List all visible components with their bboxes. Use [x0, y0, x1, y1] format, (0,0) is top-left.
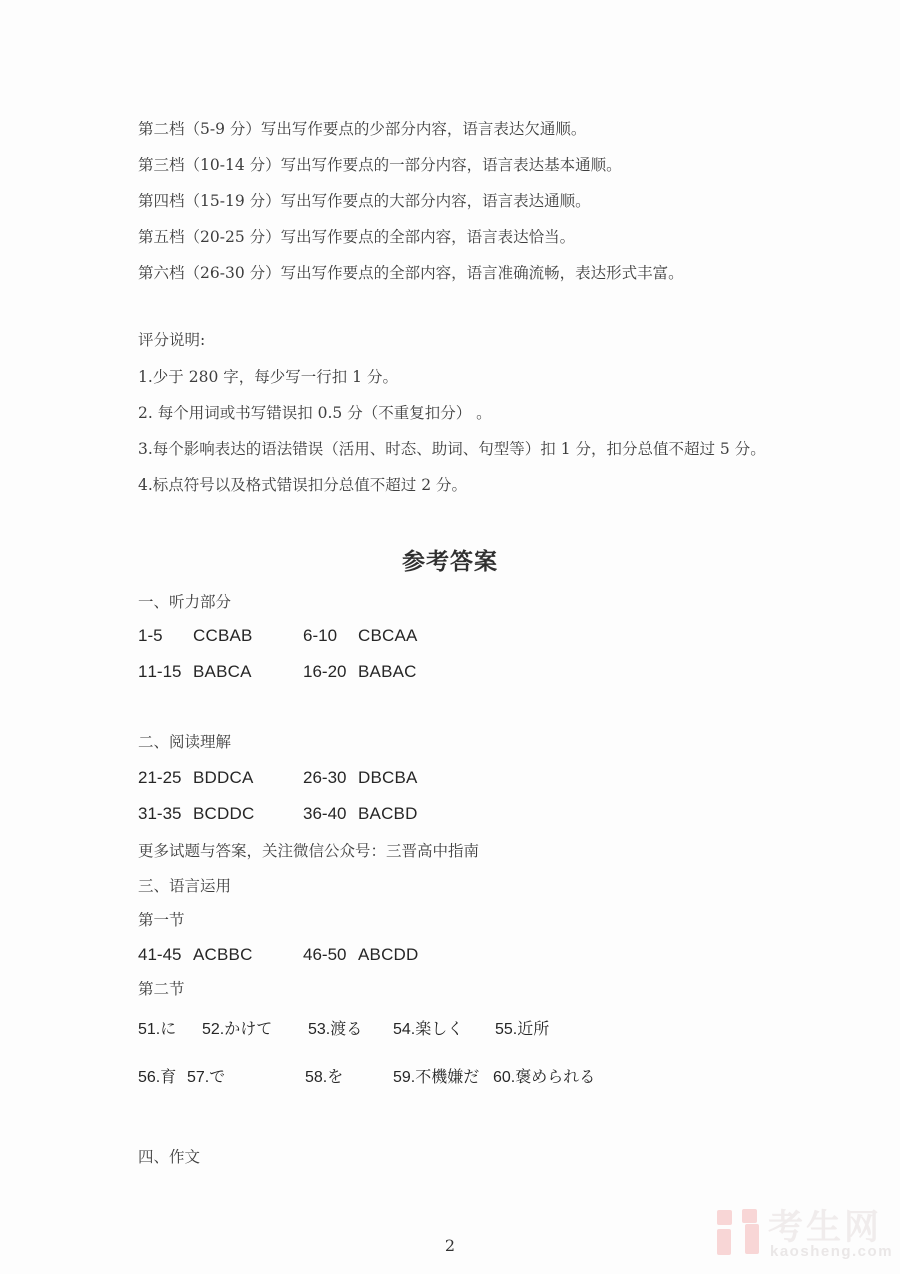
section2-heading: 第二节: [138, 980, 185, 998]
answers: CCBAB: [193, 626, 253, 645]
grading-band-4: 第四档（15-19 分）写出写作要点的大部分内容，语言表达通顺。: [138, 192, 591, 210]
fill-in-answer: 51.に: [138, 1021, 177, 1038]
fill-in-answer: 55.近所: [495, 1021, 550, 1038]
answers: BDDCA: [193, 768, 254, 787]
fill-in-answer: 53.渡る: [308, 1021, 363, 1038]
answers: BABCA: [193, 662, 252, 681]
watermark-site-name: 考生网: [768, 1208, 883, 1247]
fill-in-answer: 58.を: [305, 1069, 344, 1086]
reading-answer-row: [138, 768, 418, 788]
question-range: 36-40: [303, 804, 347, 823]
page-number: 2: [444, 1236, 456, 1255]
kaosheng-logo-icon: [700, 1196, 762, 1260]
scoring-note-2: 2. 每个用词或书写错误扣 0.5 分（不重复扣分） 。: [138, 404, 492, 422]
scoring-notes-title: 评分说明:: [138, 331, 206, 349]
reading-answer-row: [138, 804, 418, 824]
answers: ABCDD: [358, 945, 419, 964]
grading-band-5: 第五档（20-25 分）写出写作要点的全部内容，语言表达恰当。: [138, 228, 576, 246]
scoring-note-3: 3.每个影响表达的语法错误（活用、时态、助词、句型等）扣 1 分，扣分总值不超过 5 分。: [138, 440, 766, 458]
question-range: 26-30: [303, 768, 347, 787]
section1-heading: 第一节: [138, 911, 185, 929]
question-range: 46-50: [303, 945, 347, 964]
language-answer-row: [138, 945, 419, 965]
language-use-heading: 三、语言运用: [138, 877, 232, 895]
question-range: 1-5: [138, 626, 163, 645]
answers: CBCAA: [358, 626, 418, 645]
wechat-promo-line: 更多试题与答案，关注微信公众号：三晋高中指南: [138, 842, 480, 860]
answers: BABAC: [358, 662, 417, 681]
reading-heading: 二、阅读理解: [138, 733, 232, 751]
fill-in-answer: 52.かけて: [202, 1021, 273, 1038]
question-range: 31-35: [138, 804, 182, 823]
listening-answer-row: [138, 662, 417, 682]
fill-in-answer: 59.不機嫌だ: [393, 1069, 480, 1086]
answers: DBCBA: [358, 768, 418, 787]
question-range: 41-45: [138, 945, 182, 964]
fill-in-answer: 54.楽しく: [393, 1021, 464, 1038]
grading-band-2: 第二档（5-9 分）写出写作要点的少部分内容，语言表达欠通顺。: [138, 120, 587, 138]
answer-key-title: 参考答案: [402, 548, 498, 575]
question-range: 11-15: [138, 662, 182, 681]
watermark-site-url: kaosheng.com: [770, 1243, 894, 1260]
grading-band-3: 第三档（10-14 分）写出写作要点的一部分内容，语言表达基本通顺。: [138, 156, 622, 174]
fill-in-answer: 56.育: [138, 1069, 177, 1086]
answers: BACBD: [358, 804, 418, 823]
fill-in-answer: 57.で: [187, 1069, 226, 1086]
scoring-note-1: 1.少于 280 字，每少写一行扣 1 分。: [138, 368, 398, 386]
scoring-note-4: 4.标点符号以及格式错误扣分总值不超过 2 分。: [138, 476, 468, 494]
question-range: 6-10: [303, 626, 338, 645]
question-range: 21-25: [138, 768, 182, 787]
answers: BCDDC: [193, 804, 255, 823]
fill-in-answer: 60.褒められる: [493, 1069, 596, 1086]
grading-band-6: 第六档（26-30 分）写出写作要点的全部内容，语言准确流畅，表达形式丰富。: [138, 264, 684, 282]
answers: ACBBC: [193, 945, 253, 964]
question-range: 16-20: [303, 662, 347, 681]
writing-heading: 四、作文: [138, 1148, 201, 1166]
listening-heading: 一、听力部分: [138, 593, 232, 611]
listening-answer-row: [138, 626, 418, 646]
kaosheng-watermark: [700, 1196, 900, 1266]
